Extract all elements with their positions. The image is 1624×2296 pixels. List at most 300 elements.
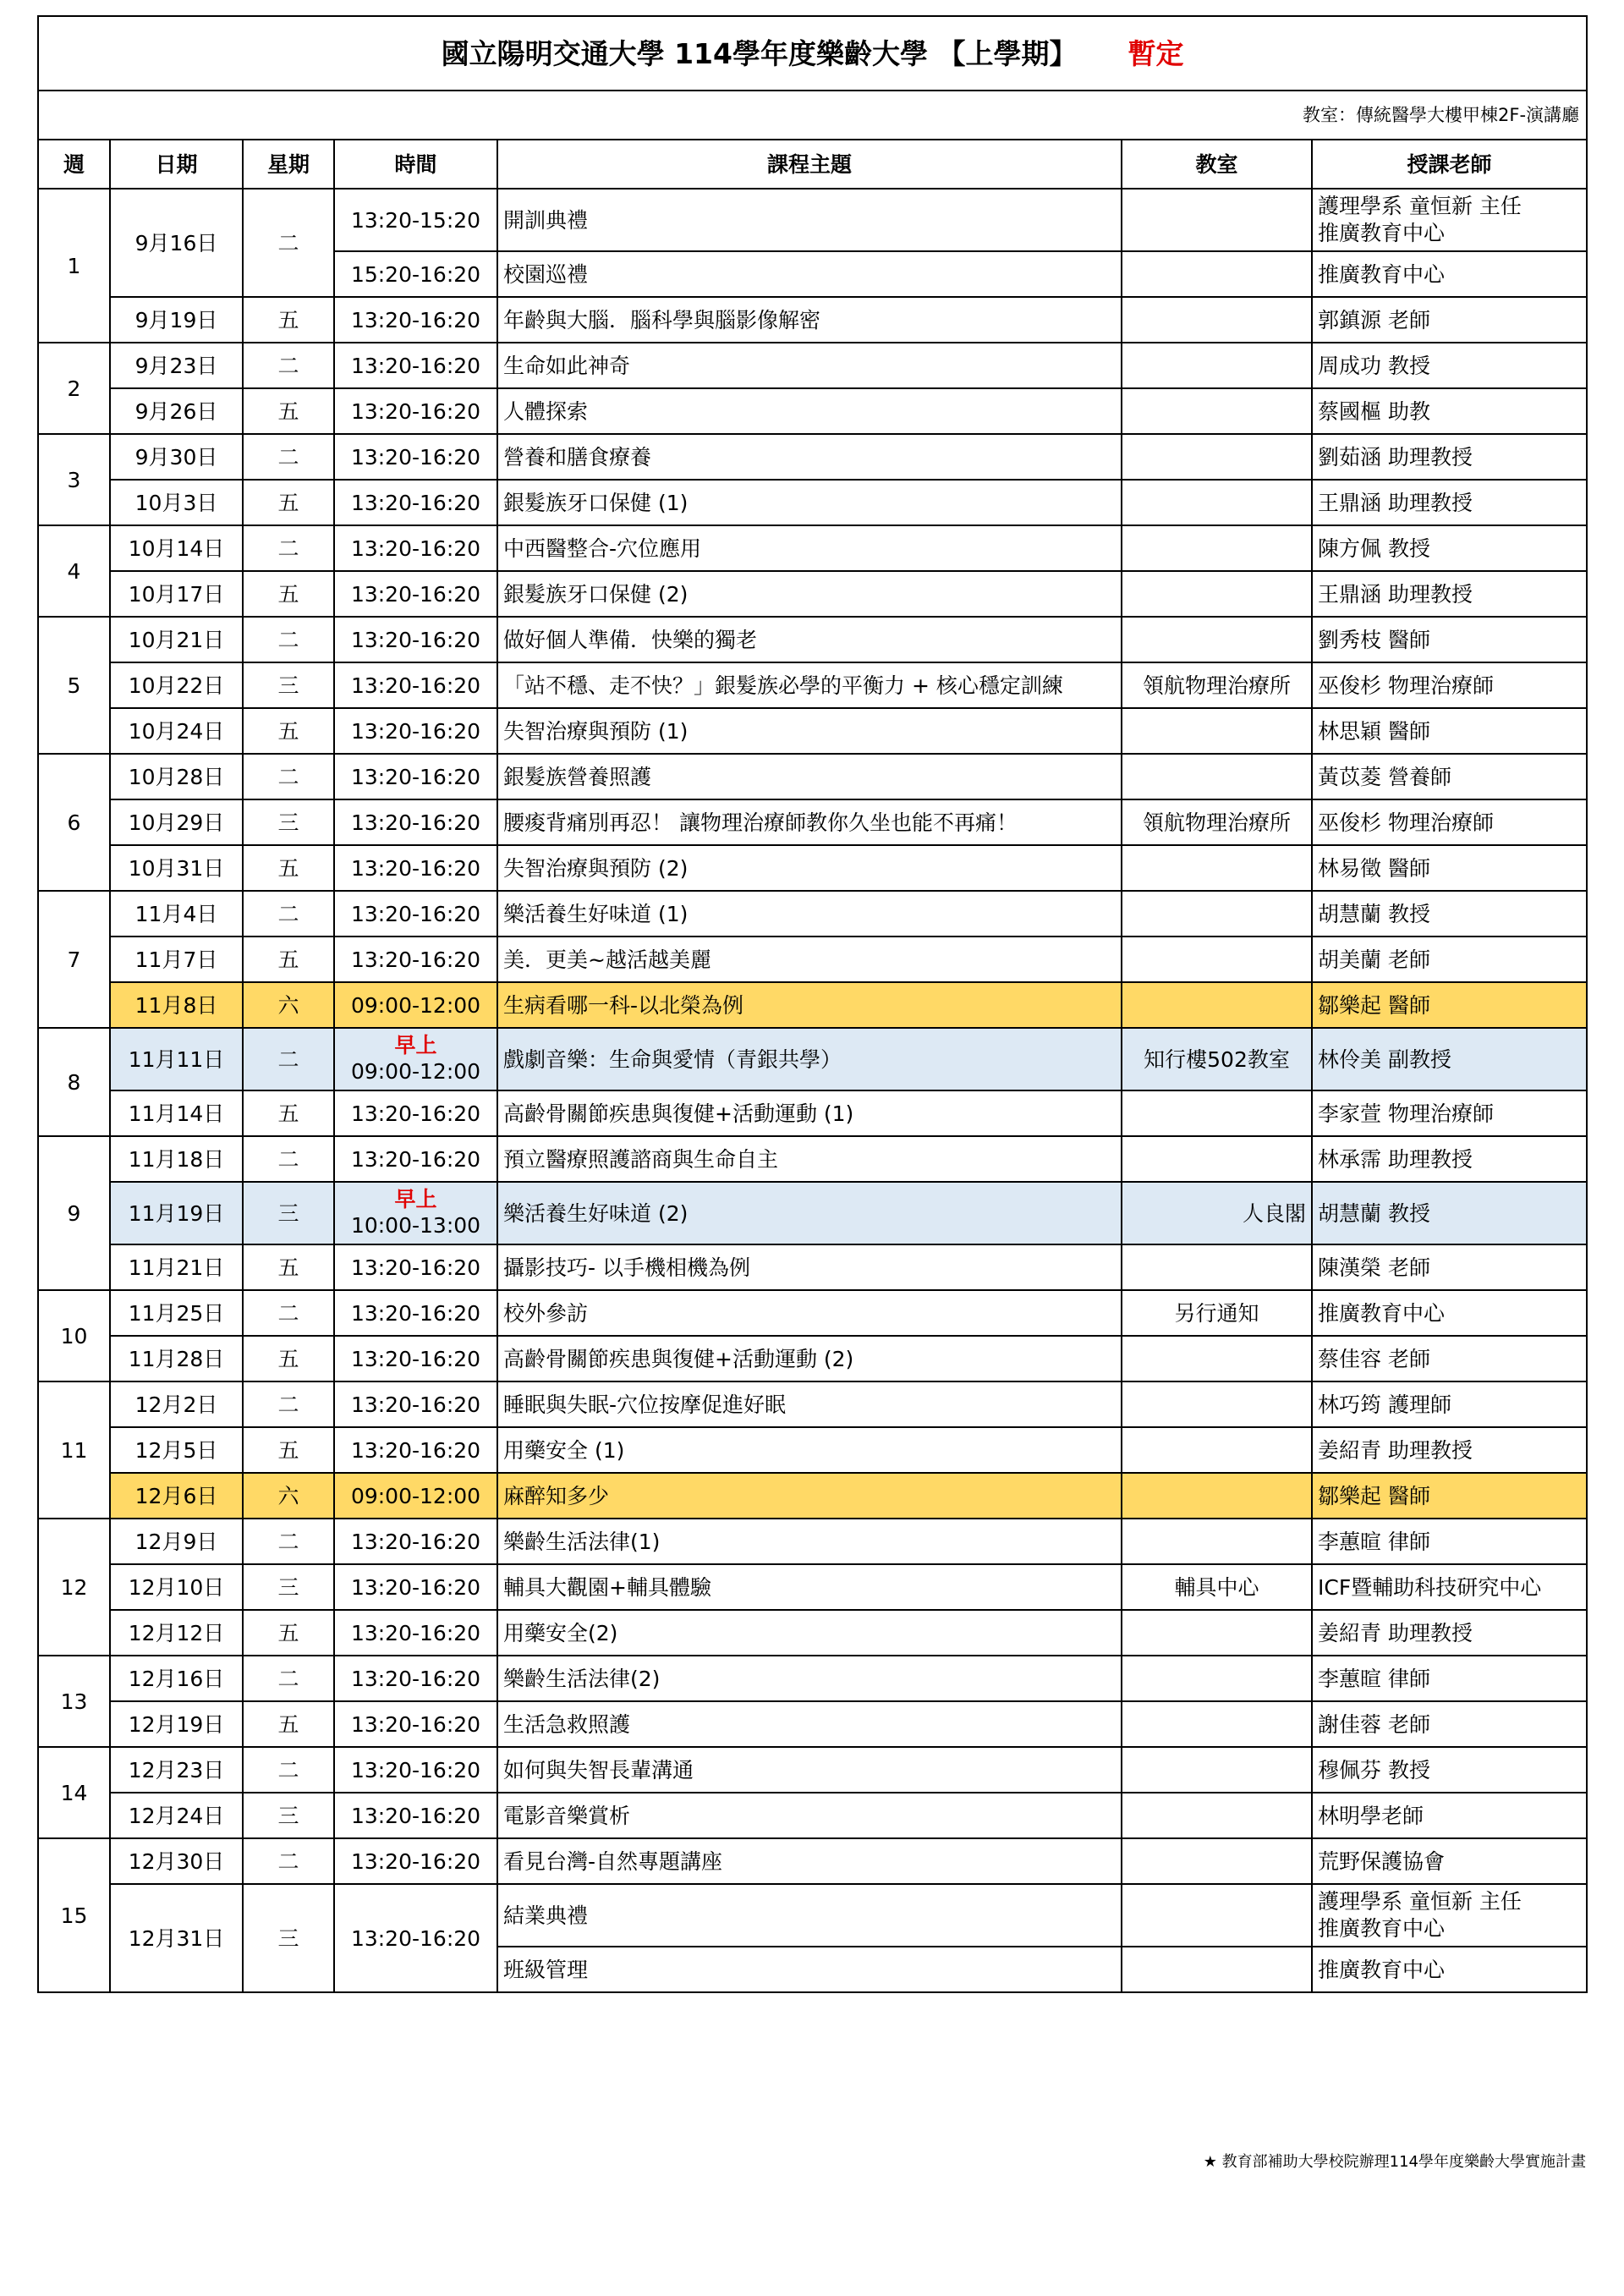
topic-cell: 高齡骨關節疾患與復健+活動運動 (1) <box>497 1090 1122 1136</box>
topic-cell: 做好個人準備．快樂的獨老 <box>497 617 1122 662</box>
date-cell: 12月31日 <box>110 1884 243 1992</box>
room-cell <box>1122 1381 1312 1427</box>
day-cell: 二 <box>243 1656 334 1701</box>
table-row <box>38 1290 1587 1336</box>
day-cell: 三 <box>243 799 334 845</box>
day-cell: 五 <box>243 480 334 525</box>
header-time: 時間 <box>334 140 497 189</box>
schedule-table <box>37 15 1588 1993</box>
time-cell: 13:20-16:20 <box>334 1381 497 1427</box>
topic-cell: 用藥安全(2) <box>497 1610 1122 1656</box>
teacher-cell: 陳方佩 教授 <box>1312 525 1587 571</box>
teacher-line-2: 推廣教育中心 <box>1318 221 1446 245</box>
table-row <box>38 1610 1587 1656</box>
table-row <box>38 937 1587 982</box>
room-cell <box>1122 388 1312 434</box>
room-cell <box>1122 251 1312 297</box>
table-row <box>38 662 1587 708</box>
day-cell: 六 <box>243 982 334 1028</box>
day-cell: 二 <box>243 1519 334 1564</box>
day-cell: 二 <box>243 891 334 937</box>
time-cell: 13:20-16:20 <box>334 1290 497 1336</box>
topic-cell: 年齡與大腦．腦科學與腦影像解密 <box>497 297 1122 343</box>
date-cell: 12月16日 <box>110 1656 243 1701</box>
day-cell: 三 <box>243 1884 334 1992</box>
day-cell: 五 <box>243 1701 334 1747</box>
room-cell <box>1122 754 1312 799</box>
schedule-body <box>38 189 1587 1992</box>
topic-cell: 失智治療與預防 (1) <box>497 708 1122 754</box>
table-row <box>38 1244 1587 1290</box>
table-row-highlight <box>38 1028 1587 1090</box>
day-cell: 二 <box>243 525 334 571</box>
week-cell: 10 <box>38 1290 110 1381</box>
time-cell: 13:20-16:20 <box>334 1427 497 1473</box>
room-cell <box>1122 1947 1312 1992</box>
teacher-cell: 黃苡菱 營養師 <box>1312 754 1587 799</box>
time-cell: 13:20-16:20 <box>334 1336 497 1381</box>
table-row <box>38 1747 1587 1793</box>
time-cell: 13:20-16:20 <box>334 434 497 480</box>
venue-row <box>38 91 1587 140</box>
time-cell: 13:20-16:20 <box>334 1136 497 1182</box>
week-cell: 11 <box>38 1381 110 1519</box>
topic-cell: 睡眠與失眠-穴位按摩促進好眠 <box>497 1381 1122 1427</box>
date-cell: 10月3日 <box>110 480 243 525</box>
time-cell: 13:20-16:20 <box>334 754 497 799</box>
table-row <box>38 617 1587 662</box>
status-label: 暫定 <box>1127 36 1184 70</box>
topic-cell: 樂齡生活法律(1) <box>497 1519 1122 1564</box>
date-cell: 10月31日 <box>110 845 243 891</box>
date-cell: 11月11日 <box>110 1028 243 1090</box>
teacher-cell: 王鼎涵 助理教授 <box>1312 571 1587 617</box>
table-row <box>38 189 1587 251</box>
time-cell: 13:20-16:20 <box>334 891 497 937</box>
teacher-cell: 胡美蘭 老師 <box>1312 937 1587 982</box>
schedule-sheet <box>37 15 1586 1993</box>
teacher-cell: 謝佳蓉 老師 <box>1312 1701 1587 1747</box>
day-cell: 五 <box>243 708 334 754</box>
day-cell: 二 <box>243 189 334 297</box>
time-cell: 13:20-16:20 <box>334 1747 497 1793</box>
room-cell <box>1122 982 1312 1028</box>
room-cell <box>1122 297 1312 343</box>
teacher-cell: 周成功 教授 <box>1312 343 1587 388</box>
time-cell: 09:00-12:00 <box>334 982 497 1028</box>
table-row-highlight <box>38 1182 1587 1244</box>
teacher-cell: 巫俊杉 物理治療師 <box>1312 662 1587 708</box>
teacher-cell: 林承霈 助理教授 <box>1312 1136 1587 1182</box>
header-date: 日期 <box>110 140 243 189</box>
time-cell: 13:20-15:20 <box>334 189 497 251</box>
table-row <box>38 571 1587 617</box>
table-row <box>38 1884 1587 1947</box>
day-cell: 五 <box>243 937 334 982</box>
time-cell: 13:20-16:20 <box>334 1244 497 1290</box>
room-cell <box>1122 708 1312 754</box>
date-cell: 12月5日 <box>110 1427 243 1473</box>
topic-cell: 生活急救照護 <box>497 1701 1122 1747</box>
teacher-line: 護理學系 童恒新 主任 <box>1318 194 1522 218</box>
week-cell: 1 <box>38 189 110 343</box>
teacher-cell: 荒野保護協會 <box>1312 1838 1587 1884</box>
room-cell <box>1122 525 1312 571</box>
topic-cell: 校外參訪 <box>497 1290 1122 1336</box>
day-cell: 三 <box>243 1564 334 1610</box>
topic-cell: 銀髮族牙口保健 (2) <box>497 571 1122 617</box>
room-cell <box>1122 1747 1312 1793</box>
teacher-cell: 姜紹青 助理教授 <box>1312 1610 1587 1656</box>
room-cell <box>1122 1519 1312 1564</box>
date-cell: 11月18日 <box>110 1136 243 1182</box>
day-cell: 二 <box>243 1290 334 1336</box>
date-cell: 10月21日 <box>110 617 243 662</box>
topic-cell: 輔具大觀園+輔具體驗 <box>497 1564 1122 1610</box>
table-row <box>38 1381 1587 1427</box>
day-cell: 五 <box>243 1336 334 1381</box>
date-cell: 10月29日 <box>110 799 243 845</box>
room-cell <box>1122 189 1312 251</box>
room-cell <box>1122 1793 1312 1838</box>
date-cell: 12月23日 <box>110 1747 243 1793</box>
date-cell: 11月25日 <box>110 1290 243 1336</box>
teacher-cell: 胡慧蘭 教授 <box>1312 891 1587 937</box>
date-cell: 9月16日 <box>110 189 243 297</box>
table-row <box>38 891 1587 937</box>
room-cell: 領航物理治療所 <box>1122 799 1312 845</box>
day-cell: 五 <box>243 845 334 891</box>
topic-cell: 戲劇音樂：生命與愛情（青銀共學） <box>497 1028 1122 1090</box>
time-cell: 13:20-16:20 <box>334 1701 497 1747</box>
room-cell <box>1122 1427 1312 1473</box>
time-cell: 13:20-16:20 <box>334 1519 497 1564</box>
date-cell: 11月21日 <box>110 1244 243 1290</box>
room-cell <box>1122 617 1312 662</box>
header-topic: 課程主題 <box>497 140 1122 189</box>
date-cell: 9月23日 <box>110 343 243 388</box>
date-cell: 10月22日 <box>110 662 243 708</box>
table-row <box>38 1838 1587 1884</box>
table-row <box>38 1656 1587 1701</box>
topic-cell: 開訓典禮 <box>497 189 1122 251</box>
week-cell: 8 <box>38 1028 110 1136</box>
time-cell: 13:20-16:20 <box>334 1793 497 1838</box>
week-cell: 9 <box>38 1136 110 1290</box>
day-cell: 三 <box>243 1793 334 1838</box>
time-cell: 13:20-16:20 <box>334 1090 497 1136</box>
date-cell: 9月19日 <box>110 297 243 343</box>
teacher-cell: 林巧筠 護理師 <box>1312 1381 1587 1427</box>
topic-cell: 電影音樂賞析 <box>497 1793 1122 1838</box>
topic-cell: 中西醫整合-穴位應用 <box>497 525 1122 571</box>
topic-cell: 腰痠背痛別再忍！ 讓物理治療師教你久坐也能不再痛！ <box>497 799 1122 845</box>
time-cell: 13:20-16:20 <box>334 1838 497 1884</box>
teacher-cell: 胡慧蘭 教授 <box>1312 1182 1587 1244</box>
table-row <box>38 754 1587 799</box>
teacher-cell: 姜紹青 助理教授 <box>1312 1427 1587 1473</box>
date-cell: 12月2日 <box>110 1381 243 1427</box>
date-cell: 12月24日 <box>110 1793 243 1838</box>
time-cell: 13:20-16:20 <box>334 937 497 982</box>
footnote: ★ 教育部補助大學校院辦理114學年度樂齡大學實施計畫 <box>1203 2153 1586 2171</box>
teacher-cell: 鄒樂起 醫師 <box>1312 1473 1587 1519</box>
room-cell <box>1122 480 1312 525</box>
teacher-cell <box>1312 189 1587 251</box>
title-row <box>38 16 1587 91</box>
teacher-line: 護理學系 童恒新 主任 <box>1318 1889 1522 1914</box>
topic-cell: 生命如此神奇 <box>497 343 1122 388</box>
topic-cell: 攝影技巧- 以手機相機為例 <box>497 1244 1122 1290</box>
teacher-cell: 王鼎涵 助理教授 <box>1312 480 1587 525</box>
room-cell: 領航物理治療所 <box>1122 662 1312 708</box>
time-cell: 13:20-16:20 <box>334 571 497 617</box>
week-cell: 4 <box>38 525 110 617</box>
header-room: 教室 <box>1122 140 1312 189</box>
room-cell <box>1122 1701 1312 1747</box>
teacher-cell: 鄒樂起 醫師 <box>1312 982 1587 1028</box>
topic-cell: 校園巡禮 <box>497 251 1122 297</box>
week-cell: 5 <box>38 617 110 754</box>
table-row <box>38 1564 1587 1610</box>
table-row <box>38 343 1587 388</box>
day-cell: 二 <box>243 434 334 480</box>
room-cell: 知行樓502教室 <box>1122 1028 1312 1090</box>
date-cell: 9月26日 <box>110 388 243 434</box>
time-cell: 13:20-16:20 <box>334 297 497 343</box>
week-cell: 3 <box>38 434 110 525</box>
table-row <box>38 388 1587 434</box>
topic-cell: 營養和膳食療養 <box>497 434 1122 480</box>
table-row <box>38 1136 1587 1182</box>
room-cell <box>1122 1244 1312 1290</box>
room-cell <box>1122 1884 1312 1947</box>
topic-cell: 「站不穩、走不快？」銀髮族必學的平衡力 + 核心穩定訓練 <box>497 662 1122 708</box>
topic-cell: 樂活養生好味道 (2) <box>497 1182 1122 1244</box>
time-cell: 13:20-16:20 <box>334 1564 497 1610</box>
time-cell: 13:20-16:20 <box>334 799 497 845</box>
time-cell: 13:20-16:20 <box>334 525 497 571</box>
day-cell: 五 <box>243 571 334 617</box>
room-cell <box>1122 343 1312 388</box>
table-row <box>38 297 1587 343</box>
header-row <box>38 140 1587 189</box>
teacher-cell: 推廣教育中心 <box>1312 1947 1587 1992</box>
day-cell: 二 <box>243 1028 334 1090</box>
table-row <box>38 1090 1587 1136</box>
topic-cell: 用藥安全 (1) <box>497 1427 1122 1473</box>
day-cell: 二 <box>243 754 334 799</box>
header-week: 週 <box>38 140 110 189</box>
room-cell <box>1122 571 1312 617</box>
time-text: 10:00-13:00 <box>350 1212 481 1238</box>
week-cell: 12 <box>38 1519 110 1656</box>
page-title: 國立陽明交通大學 114學年度樂齡大學 【上學期】 <box>441 36 1078 70</box>
day-cell: 二 <box>243 1838 334 1884</box>
table-row <box>38 1793 1587 1838</box>
date-cell: 12月10日 <box>110 1564 243 1610</box>
topic-cell: 班級管理 <box>497 1947 1122 1992</box>
week-cell: 13 <box>38 1656 110 1747</box>
topic-cell: 麻醉知多少 <box>497 1473 1122 1519</box>
date-cell: 12月12日 <box>110 1610 243 1656</box>
table-row <box>38 1701 1587 1747</box>
time-cell: 13:20-16:20 <box>334 388 497 434</box>
day-cell: 三 <box>243 662 334 708</box>
table-row <box>38 1336 1587 1381</box>
day-cell: 五 <box>243 388 334 434</box>
table-row <box>38 708 1587 754</box>
date-cell: 11月19日 <box>110 1182 243 1244</box>
time-cell <box>334 1028 497 1090</box>
morning-note: 早上 <box>394 1186 437 1211</box>
day-cell: 三 <box>243 1182 334 1244</box>
teacher-cell: 林思穎 醫師 <box>1312 708 1587 754</box>
time-cell: 13:20-16:20 <box>334 617 497 662</box>
topic-cell: 如何與失智長輩溝通 <box>497 1747 1122 1793</box>
teacher-cell <box>1312 1884 1587 1947</box>
time-cell: 13:20-16:20 <box>334 1884 497 1992</box>
topic-cell: 看見台灣-自然專題講座 <box>497 1838 1122 1884</box>
teacher-cell: 蔡國樞 助教 <box>1312 388 1587 434</box>
date-cell: 12月6日 <box>110 1473 243 1519</box>
topic-cell: 美．更美~越活越美麗 <box>497 937 1122 982</box>
topic-cell: 預立醫療照護諮商與生命自主 <box>497 1136 1122 1182</box>
date-cell: 10月24日 <box>110 708 243 754</box>
table-row <box>38 434 1587 480</box>
topic-cell: 樂齡生活法律(2) <box>497 1656 1122 1701</box>
topic-cell: 樂活養生好味道 (1) <box>497 891 1122 937</box>
day-cell: 五 <box>243 1090 334 1136</box>
teacher-cell: 李蕙暄 律師 <box>1312 1656 1587 1701</box>
room-cell <box>1122 1090 1312 1136</box>
table-row <box>38 1427 1587 1473</box>
day-cell: 二 <box>243 1747 334 1793</box>
room-cell: 另行通知 <box>1122 1290 1312 1336</box>
teacher-cell: 郭鎮源 老師 <box>1312 297 1587 343</box>
room-cell <box>1122 1656 1312 1701</box>
venue-text: 教室：傳統醫學大樓甲棟2F-演講廳 <box>38 91 1587 140</box>
time-cell: 13:20-16:20 <box>334 708 497 754</box>
time-cell: 09:00-12:00 <box>334 1473 497 1519</box>
teacher-cell: 李家萱 物理治療師 <box>1312 1090 1587 1136</box>
table-row-highlight <box>38 1473 1587 1519</box>
week-cell: 14 <box>38 1747 110 1838</box>
week-cell: 6 <box>38 754 110 891</box>
date-cell: 10月28日 <box>110 754 243 799</box>
date-cell: 12月30日 <box>110 1838 243 1884</box>
header-day: 星期 <box>243 140 334 189</box>
day-cell: 五 <box>243 297 334 343</box>
day-cell: 二 <box>243 1136 334 1182</box>
day-cell: 二 <box>243 617 334 662</box>
date-cell: 11月14日 <box>110 1090 243 1136</box>
day-cell: 五 <box>243 1427 334 1473</box>
day-cell: 五 <box>243 1610 334 1656</box>
teacher-cell: 推廣教育中心 <box>1312 251 1587 297</box>
week-cell: 2 <box>38 343 110 434</box>
room-cell <box>1122 434 1312 480</box>
time-cell: 13:20-16:20 <box>334 662 497 708</box>
topic-cell: 銀髮族牙口保健 (1) <box>497 480 1122 525</box>
table-row <box>38 845 1587 891</box>
time-cell: 13:20-16:20 <box>334 343 497 388</box>
date-cell: 11月4日 <box>110 891 243 937</box>
date-cell: 12月19日 <box>110 1701 243 1747</box>
room-cell: 人良閣 <box>1122 1182 1312 1244</box>
day-cell: 二 <box>243 343 334 388</box>
time-text: 09:00-12:00 <box>350 1058 481 1084</box>
topic-cell: 結業典禮 <box>497 1884 1122 1947</box>
teacher-line-2: 推廣教育中心 <box>1318 1916 1446 1941</box>
topic-cell: 失智治療與預防 (2) <box>497 845 1122 891</box>
topic-cell: 高齡骨關節疾患與復健+活動運動 (2) <box>497 1336 1122 1381</box>
day-cell: 六 <box>243 1473 334 1519</box>
date-cell: 10月14日 <box>110 525 243 571</box>
time-cell: 13:20-16:20 <box>334 480 497 525</box>
teacher-cell: 陳漢榮 老師 <box>1312 1244 1587 1290</box>
morning-note: 早上 <box>394 1032 437 1057</box>
room-cell <box>1122 1336 1312 1381</box>
teacher-cell: 劉秀枝 醫師 <box>1312 617 1587 662</box>
table-row <box>38 525 1587 571</box>
time-cell: 15:20-16:20 <box>334 251 497 297</box>
title-cell <box>38 16 1587 91</box>
topic-cell: 銀髮族營養照護 <box>497 754 1122 799</box>
teacher-cell: 林伶美 副教授 <box>1312 1028 1587 1090</box>
topic-cell: 生病看哪一科-以北榮為例 <box>497 982 1122 1028</box>
room-cell <box>1122 1136 1312 1182</box>
table-row <box>38 480 1587 525</box>
table-row <box>38 1519 1587 1564</box>
date-cell: 9月30日 <box>110 434 243 480</box>
week-cell: 15 <box>38 1838 110 1992</box>
time-cell: 13:20-16:20 <box>334 1610 497 1656</box>
teacher-cell: 劉茹涵 助理教授 <box>1312 434 1587 480</box>
teacher-cell: 穆佩芬 教授 <box>1312 1747 1587 1793</box>
header-teacher: 授課老師 <box>1312 140 1587 189</box>
teacher-cell: 林易徵 醫師 <box>1312 845 1587 891</box>
room-cell <box>1122 1610 1312 1656</box>
topic-cell: 人體探索 <box>497 388 1122 434</box>
week-cell: 7 <box>38 891 110 1028</box>
room-cell: 輔具中心 <box>1122 1564 1312 1610</box>
room-cell <box>1122 891 1312 937</box>
room-cell <box>1122 845 1312 891</box>
day-cell: 二 <box>243 1381 334 1427</box>
day-cell: 五 <box>243 1244 334 1290</box>
teacher-cell: ICF暨輔助科技研究中心 <box>1312 1564 1587 1610</box>
table-row <box>38 799 1587 845</box>
teacher-cell: 蔡佳容 老師 <box>1312 1336 1587 1381</box>
teacher-cell: 推廣教育中心 <box>1312 1290 1587 1336</box>
date-cell: 11月8日 <box>110 982 243 1028</box>
time-cell: 13:20-16:20 <box>334 1656 497 1701</box>
date-cell: 11月28日 <box>110 1336 243 1381</box>
date-cell: 11月7日 <box>110 937 243 982</box>
room-cell <box>1122 1838 1312 1884</box>
teacher-cell: 李蕙暄 律師 <box>1312 1519 1587 1564</box>
room-cell <box>1122 1473 1312 1519</box>
time-cell: 13:20-16:20 <box>334 845 497 891</box>
teacher-cell: 林明學老師 <box>1312 1793 1587 1838</box>
time-cell <box>334 1182 497 1244</box>
teacher-cell: 巫俊杉 物理治療師 <box>1312 799 1587 845</box>
room-cell <box>1122 937 1312 982</box>
date-cell: 12月9日 <box>110 1519 243 1564</box>
table-row-highlight <box>38 982 1587 1028</box>
date-cell: 10月17日 <box>110 571 243 617</box>
